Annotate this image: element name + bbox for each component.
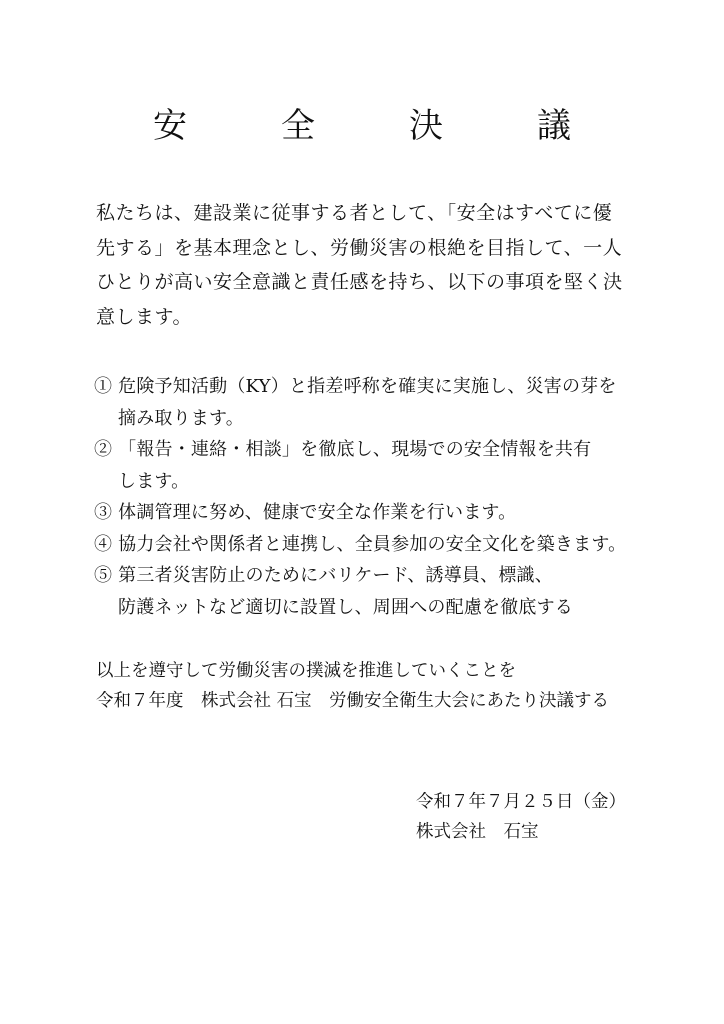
resolution-date: 令和７年７月２５日（金）: [416, 792, 626, 812]
intro-line: 意します。: [96, 305, 192, 328]
resolution-item-continuation: 防護ネットなど適切に設置し、周囲への配慮を徹底する: [118, 596, 573, 618]
resolution-item-text: ⑤ 第三者災害防止のためにバリケード、誘導員、標識、: [94, 565, 553, 586]
resolution-item-text: ③ 体調管理に努め、健康で安全な作業を行います。: [94, 502, 517, 523]
intro-line: 私たちは、建設業に従事する者として、「安全はすべてに優: [96, 202, 613, 224]
closing-statement: [96, 656, 609, 716]
intro-paragraph: [96, 196, 656, 334]
resolution-item-1: [94, 371, 674, 434]
intro-line: 先する」を基本理念とし、労働災害の根絶を目指して、一人: [96, 236, 623, 259]
resolution-item-continuation: 摘み取ります。: [118, 407, 244, 429]
signature-block: [416, 787, 626, 847]
resolution-item-4: [94, 529, 674, 561]
resolution-item-3: [94, 497, 674, 529]
intro-line: ひとりが高い安全意識と責任感を持ち、以下の事項を堅く決: [96, 271, 623, 293]
resolution-item-5: [94, 560, 674, 623]
resolution-item-text: ④ 協力会社や関係者と連携し、全員参加の安全文化を築きます。: [94, 533, 627, 555]
closing-line: 以上を遵守して労働災害の撲滅を推進していくことを: [96, 661, 516, 681]
document-title: 安 全 決 議: [153, 106, 601, 146]
resolution-item-text: ② 「報告・連絡・相談」を徹底し、現場での安全情報を共有: [94, 439, 592, 460]
resolution-item-2: [94, 434, 674, 497]
resolution-item-continuation: します。: [118, 470, 190, 492]
closing-line: 令和７年度 株式会社 石宝 労働安全衛生大会にあたり決議する: [96, 691, 610, 711]
company-name: 株式会社 石宝: [416, 822, 539, 842]
resolution-item-text: ① 危険予知活動（KY）と指差呼称を確実に実施し、災害の芽を: [94, 376, 617, 397]
resolution-items-list: [94, 371, 674, 623]
